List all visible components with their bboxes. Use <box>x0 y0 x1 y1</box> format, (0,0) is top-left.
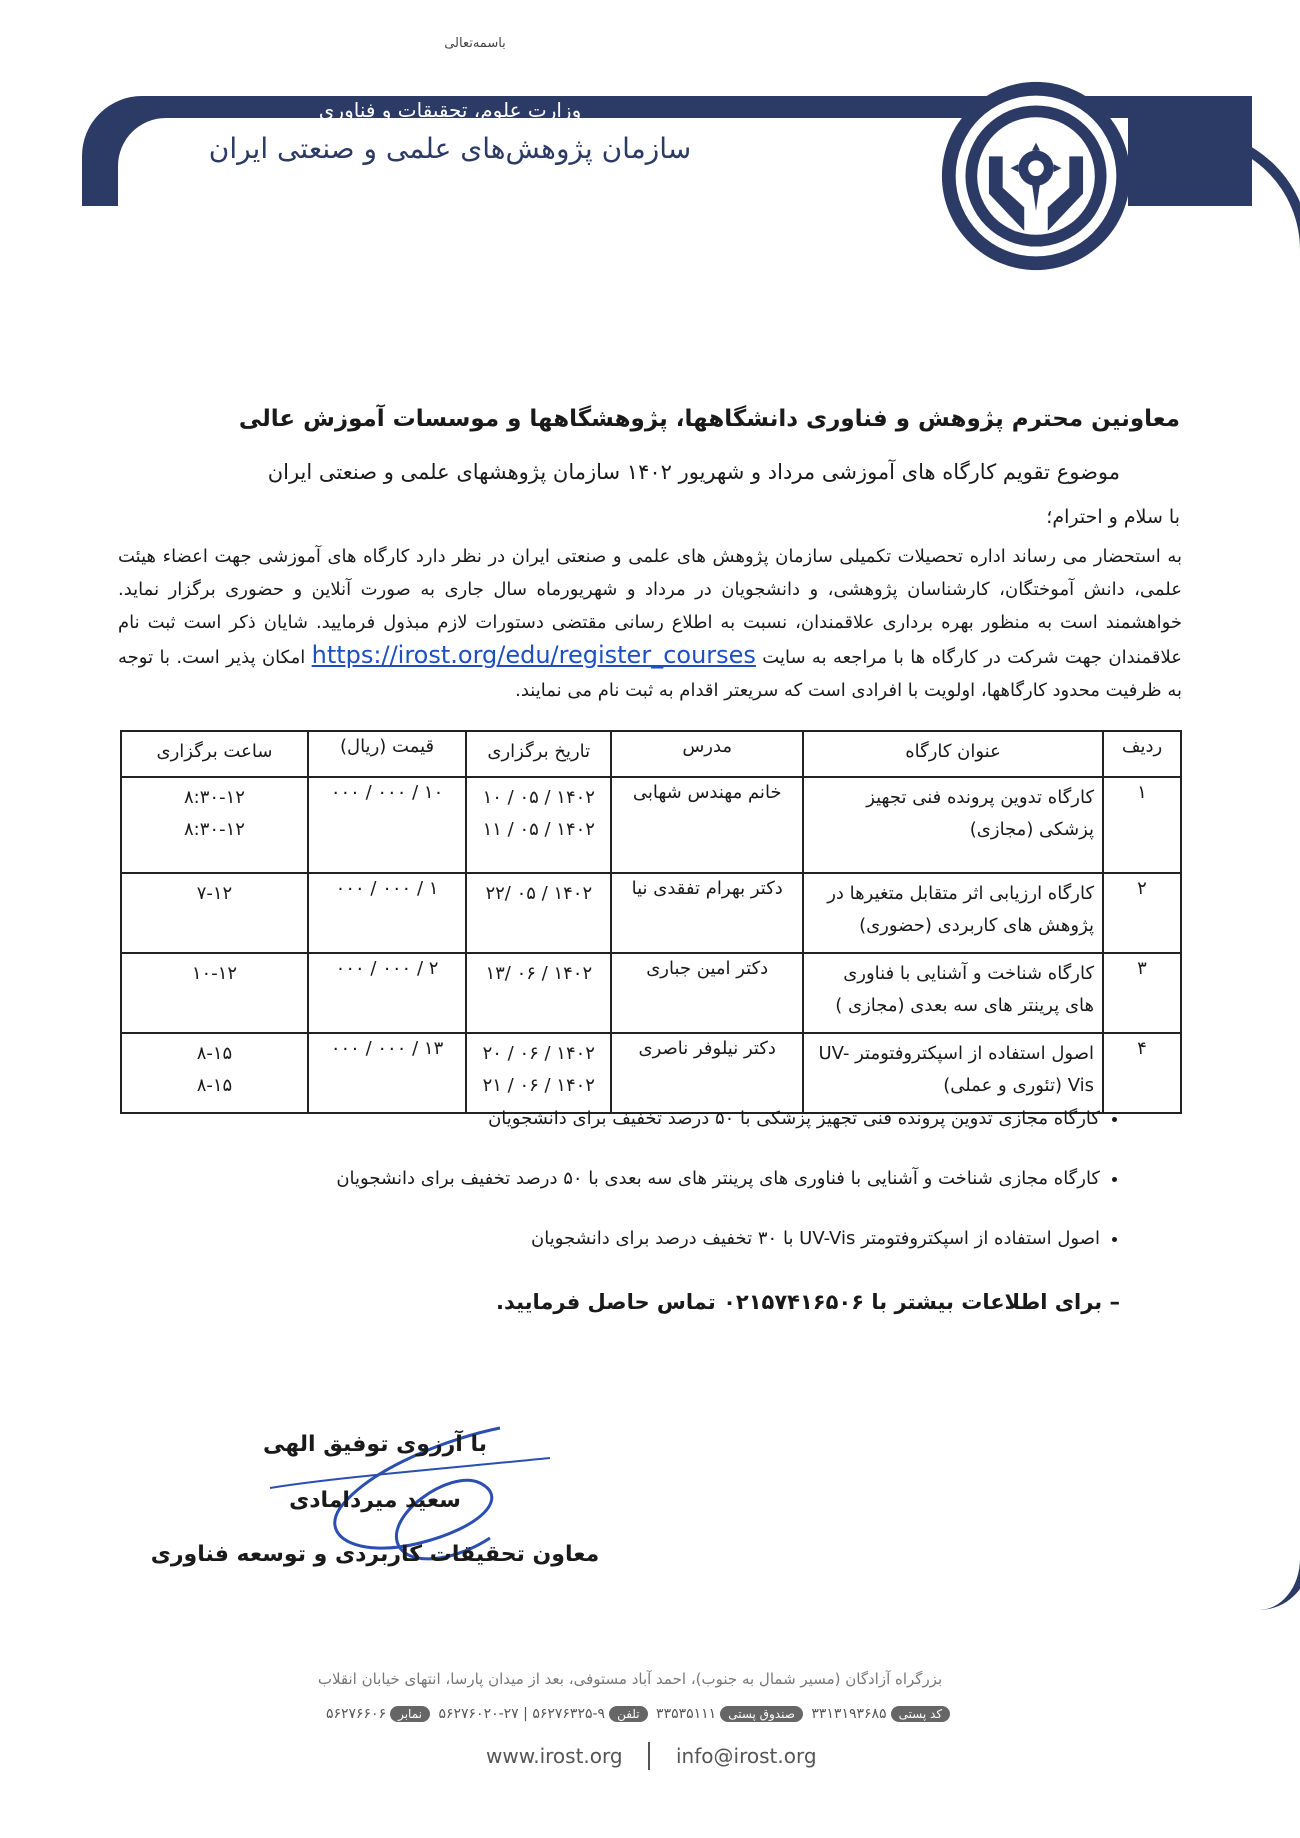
phone-label: تلفن <box>609 1706 648 1722</box>
body-paragraph-part1: به استحضار می رساند اداره تحصیلات تکمیلی سازمان پژوهش های علمی و صنعتی ایران در نظر دارد کارگاه های آموزشی جهت اعضاء هیئت علمی، دانش آموختگان، کارشناسان پژوهشی، و دانشجویان در مرداد و شهریورماه سال جاری به صورت آنلاین و حضوری برگزار نماید. خواهشمند است به منظور بهره برداری علاقمندان، نسبت به اطلاع رسانی مقتضی دستورات لازم مبذول فرمایید. شایان ذکر است ثبت نام علاقمندان جهت شرکت در کارگاه ها با مراجعه به سایت <box>118 546 1182 668</box>
workshop-title: کارگاه تدوین پرونده فنی تجهیز پزشکی (مجازی) <box>803 777 1103 873</box>
ministry-title: وزارت علوم، تحقیقات و فناوری <box>318 98 582 122</box>
time-cell <box>121 1033 308 1113</box>
table-row <box>121 873 1181 953</box>
price: ۱۳ / ۰۰۰ / ۰۰۰ <box>308 1033 466 1113</box>
date-cell <box>466 873 611 953</box>
website-link[interactable]: www.irost.org <box>486 1744 623 1768</box>
price: ۱۰ / ۰۰۰ / ۰۰۰ <box>308 777 466 873</box>
date-1: ۱۴۰۲ / ۰۶ /۱۳ <box>485 963 593 984</box>
pobox-label: صندوق پستی <box>720 1706 803 1722</box>
price: ۲ / ۰۰۰ / ۰۰۰ <box>308 953 466 1033</box>
signature-position: معاون تحقیقات کاربردی و توسعه فناوری <box>150 1542 600 1567</box>
email-link[interactable]: info@irost.org <box>676 1744 817 1768</box>
date-1: ۱۴۰۲ / ۰۵ / ۱۰ <box>482 787 595 808</box>
organization-title: سازمان پژوهش‌های علمی و صنعتی ایران <box>208 132 692 165</box>
instructor: دکتر نیلوفر ناصری <box>611 1033 803 1113</box>
signature-closing: با آرزوی توفیق الهی <box>262 1432 488 1457</box>
header-title: عنوان کارگاه <box>803 731 1103 777</box>
fax: ۵۶۲۷۶۶۰۶ <box>325 1706 387 1722</box>
contact-line: – برای اطلاعات بیشتر با ۰۲۱۵۷۴۱۶۵۰۶ تماس حاصل فرمایید. <box>495 1290 1120 1314</box>
footer-phones: کد پستی۳۳۱۳۱۹۳۶۸۵ صندوق پستی۳۳۵۳۵۱۱۱ تلفن۵۶۲۷۶۳۲۵-۹ | ۵۶۲۷۶۰۲۰-۲۷ نمابر۵۶۲۷۶۶۰۶ <box>240 1706 1040 1722</box>
body-paragraph-part2: امکان پذیر است. با توجه به ظرفیت محدود کارگاهها، اولویت با افرادی است که سریعتر اقدام به ثبت نام می نمایند. <box>118 647 1182 701</box>
signature-name: سعید میردامادی <box>289 1488 461 1513</box>
bismillah-text: باسمه‌تعالی <box>444 36 506 51</box>
irost-logo-icon <box>938 78 1134 274</box>
instructor: دکتر امین جباری <box>611 953 803 1033</box>
header-date: تاریخ برگزاری <box>466 731 611 777</box>
header-price: قیمت (ریال) <box>308 731 466 777</box>
workshop-title: اصول استفاده از اسپکتروفتومتر UV-Vis (تئوری و عملی) <box>803 1033 1103 1113</box>
date-cell <box>466 777 611 873</box>
date-2: ۱۴۰۲ / ۰۶ / ۲۱ <box>482 1075 595 1096</box>
time-cell <box>121 953 308 1033</box>
footer-divider <box>648 1742 650 1770</box>
workshop-title: کارگاه شناخت و آشنایی با فناوری های پرینتر های سه بعدی (مجازی ) <box>803 953 1103 1033</box>
time-2: ۸-۱۵ <box>196 1075 233 1096</box>
table-header-row <box>121 731 1181 777</box>
row-number: ۱ <box>1103 777 1181 873</box>
row-number: ۳ <box>1103 953 1181 1033</box>
phone-2: ۵۶۲۷۶۰۲۰-۲۷ <box>438 1706 519 1722</box>
fax-label: نمابر <box>390 1706 430 1722</box>
letter-body <box>118 540 1182 707</box>
date-2: ۱۴۰۲ / ۰۵ / ۱۱ <box>482 819 595 840</box>
recipient-line: معاونین محترم پژوهش و فناوری دانشگاهها، پژوهشگاهها و موسسات آموزش عالی <box>238 406 1180 432</box>
date-cell <box>466 1033 611 1113</box>
table-row <box>121 777 1181 873</box>
header-row-number: ردیف <box>1103 731 1181 777</box>
registration-link[interactable]: https://irost.org/edu/register_courses <box>311 641 756 669</box>
time-2: ۸:۳۰-۱۲ <box>184 819 245 840</box>
workshop-table <box>120 730 1182 1114</box>
discount-list <box>120 1106 1140 1286</box>
row-number: ۴ <box>1103 1033 1181 1113</box>
price: ۱ / ۰۰۰ / ۰۰۰ <box>308 873 466 953</box>
header-time: ساعت برگزاری <box>121 731 308 777</box>
list-item: • اصول استفاده از اسپکتروفتومتر UV-Vis با ۳۰ تخفیف درصد برای دانشجویان <box>120 1226 1100 1252</box>
page-border-arc <box>1190 130 1300 1610</box>
phone: ۵۶۲۷۶۳۲۵-۹ <box>532 1706 606 1722</box>
postal-code: ۳۳۱۳۱۹۳۶۸۵ <box>811 1706 887 1722</box>
date-1: ۱۴۰۲ / ۰۶ / ۲۰ <box>482 1043 595 1064</box>
date-1: ۱۴۰۲ / ۰۵ /۲۲ <box>485 883 593 904</box>
time-1: ۸:۳۰-۱۲ <box>184 787 245 808</box>
table-row <box>121 1033 1181 1113</box>
date-cell <box>466 953 611 1033</box>
instructor: خانم مهندس شهابی <box>611 777 803 873</box>
table-row <box>121 953 1181 1033</box>
row-number: ۲ <box>1103 873 1181 953</box>
postal-label: کد پستی <box>891 1706 951 1722</box>
workshop-title: کارگاه ارزیابی اثر متقابل متغیرها در پژوهش های کاربردی (حضوری) <box>803 873 1103 953</box>
time-cell <box>121 873 308 953</box>
footer-address: بزرگراه آزادگان (مسیر شمال به جنوب)، احمد آباد مستوفی، بعد از میدان پارسا، انتهای خیابان انقلاب <box>317 1670 943 1688</box>
header-instructor: مدرس <box>611 731 803 777</box>
time-1: ۱۰-۱۲ <box>191 963 238 984</box>
subject-line: موضوع تقویم کارگاه های آموزشی مرداد و شهریور ۱۴۰۲ سازمان پژوهشهای علمی و صنعتی ایران <box>267 460 1120 484</box>
greeting: با سلام و احترام؛ <box>1046 506 1180 528</box>
list-item: • کارگاه مجازی تدوین پرونده فنی تجهیز پزشکی با ۵۰ درصد تخفیف برای دانشجویان <box>120 1106 1100 1132</box>
instructor: دکتر بهرام تفقدی نیا <box>611 873 803 953</box>
pobox: ۳۳۵۳۵۱۱۱ <box>656 1706 717 1722</box>
time-1: ۸-۱۵ <box>196 1043 233 1064</box>
list-item: • کارگاه مجازی شناخت و آشنایی با فناوری های پرینتر های سه بعدی با ۵۰ درصد تخفیف برای دانشجویان <box>120 1166 1100 1192</box>
time-cell <box>121 777 308 873</box>
time-1: ۷-۱۲ <box>196 883 233 904</box>
